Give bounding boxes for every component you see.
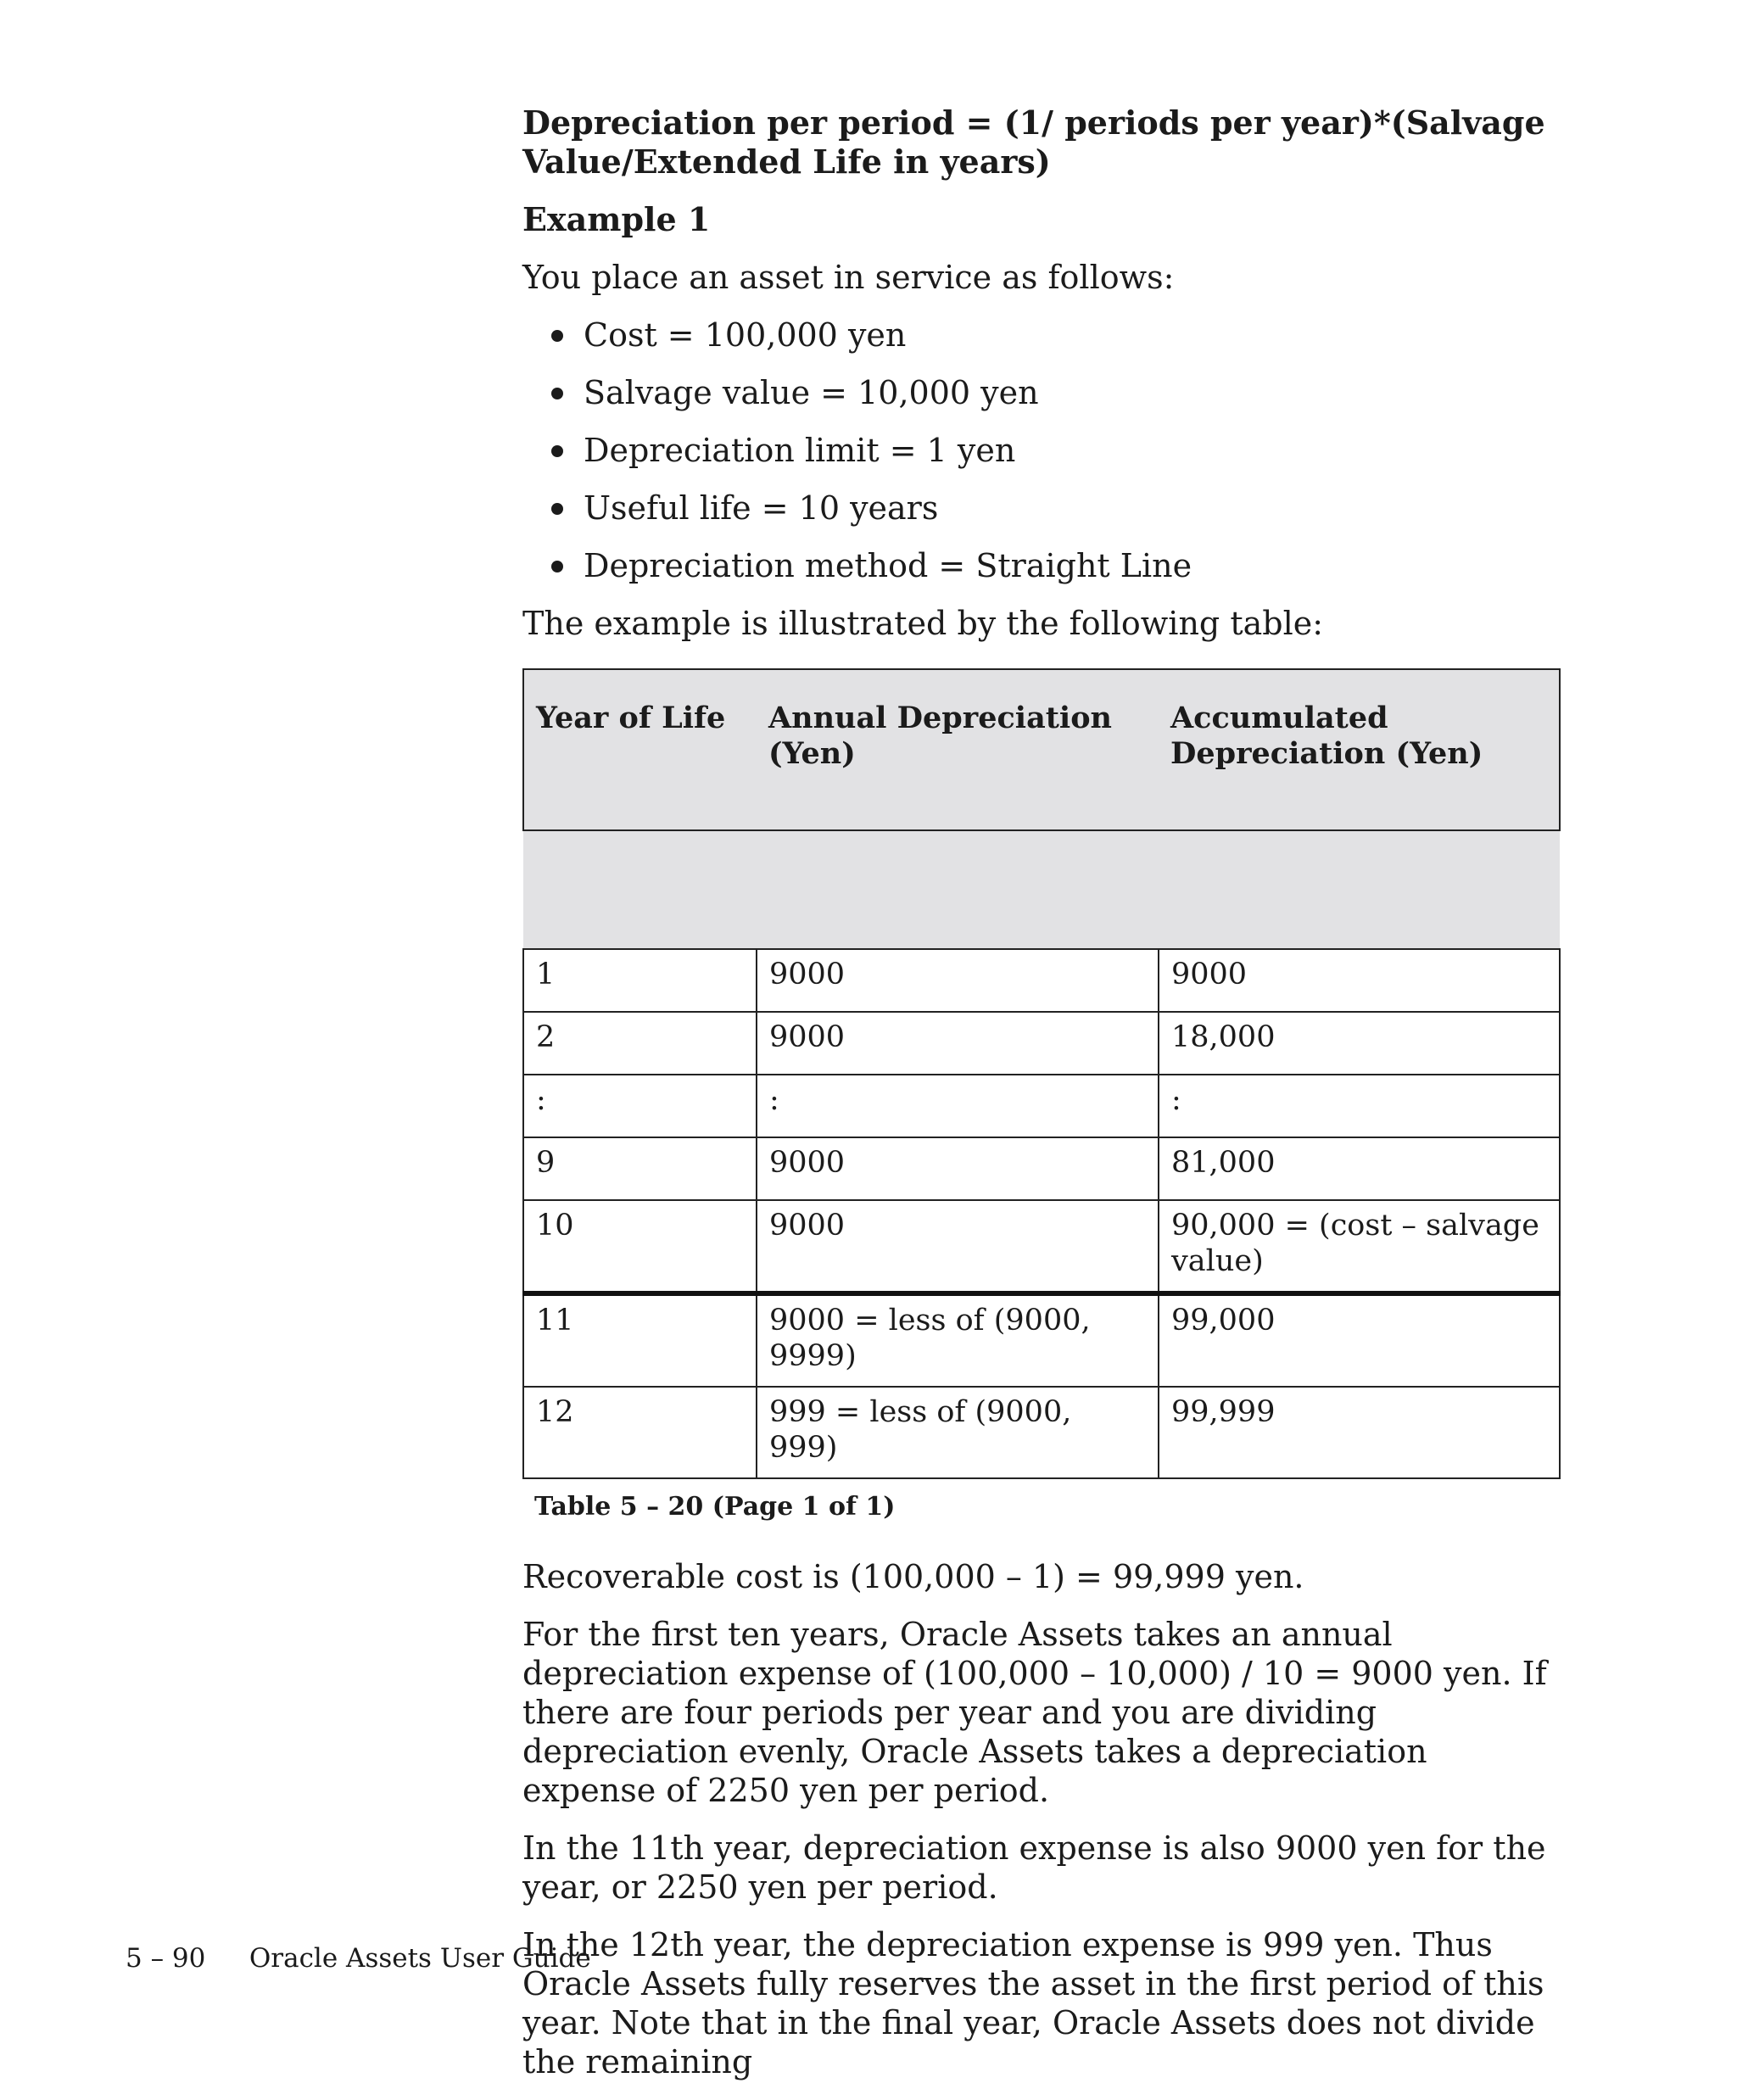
header-year-of-life: Year of Life (523, 669, 757, 830)
table-row (523, 1137, 1560, 1200)
list-item: Salvage value = 10,000 yen (584, 373, 1557, 412)
example-heading: Example 1 (522, 200, 711, 238)
table-cell: : (523, 1075, 757, 1137)
bullet-icon (551, 561, 563, 572)
table-intro: The example is illustrated by the following table: (522, 605, 1324, 642)
table-row (523, 1012, 1560, 1075)
table-cell: 1 (523, 949, 757, 1012)
table-cell: : (757, 1075, 1159, 1137)
table-cell: 9000 (757, 1200, 1159, 1293)
header-accumulated-depreciation: Accumulated Depreciation (Yen) (1159, 669, 1560, 830)
list-item: Useful life = 10 years (584, 489, 1557, 528)
table-cell: 9000 (757, 949, 1159, 1012)
list-item: Depreciation limit = 1 yen (584, 431, 1557, 470)
page-content (522, 103, 1557, 2100)
table-cell: 18,000 (1159, 1012, 1560, 1075)
paragraph-first-ten-years: For the first ten years, Oracle Assets takes an annual depreciation expense of (100,000 – 10,000) / 10 = 9000 yen. If there are four periods per year and you are dividing depreciation evenly, Oracle Assets takes a depreciation expense of 2250 yen per period. (522, 1616, 1547, 1809)
header-annual-depreciation: Annual Depreciation (Yen) (757, 669, 1159, 830)
page-footer (126, 1942, 591, 1974)
table-row (523, 1293, 1560, 1387)
header-separator (523, 830, 1560, 949)
table-cell: 81,000 (1159, 1137, 1560, 1200)
list-item: Depreciation method = Straight Line (584, 546, 1557, 585)
table-row (523, 1075, 1560, 1137)
list-item: Cost = 100,000 yen (584, 316, 1557, 355)
depreciation-table-wrapper (522, 668, 1561, 1527)
depreciation-table (522, 668, 1561, 1479)
book-title: Oracle Assets User Guide (249, 1943, 591, 1974)
intro-text: You place an asset in service as follows: (522, 259, 1175, 296)
page-number: 5 – 90 (126, 1943, 206, 1974)
table-cell: 9 (523, 1137, 757, 1200)
paragraph-12th-year: In the 12th year, the depreciation expense is 999 yen. Thus Oracle Assets fully reserves the asset in the first period of this year. Note that in the final year, Oracle Assets does not divide the remaining (522, 1926, 1544, 2080)
bullet-icon (551, 445, 563, 457)
table-cell: 90,000 = (cost – salvage value) (1159, 1200, 1560, 1293)
table-cell: 9000 = less of (9000, 9999) (757, 1293, 1159, 1387)
table-cell: 9000 (757, 1012, 1159, 1075)
asset-parameters-list (522, 316, 1557, 585)
paragraph-recoverable-cost: Recoverable cost is (100,000 – 1) = 99,999 yen. (522, 1558, 1304, 1595)
bullet-icon (551, 503, 563, 515)
table-cell: 99,000 (1159, 1293, 1560, 1387)
table-cell: 12 (523, 1387, 757, 1478)
table-header-row (523, 669, 1560, 830)
table-cell: 10 (523, 1200, 757, 1293)
table-row (523, 1387, 1560, 1478)
formula: Depreciation per period = (1/ periods per year)*(Salvage Value/Extended Life in years) (522, 103, 1545, 181)
table-cell: 9000 (757, 1137, 1159, 1200)
bullet-icon (551, 330, 563, 342)
table-cell: 9000 (1159, 949, 1560, 1012)
table-row (523, 1200, 1560, 1293)
table-caption: Table 5 – 20 (Page 1 of 1) (534, 1492, 896, 1522)
table-cell: 2 (523, 1012, 757, 1075)
table-cell: 999 = less of (9000, 999) (757, 1387, 1159, 1478)
paragraph-11th-year: In the 11th year, depreciation expense is also 9000 yen for the year, or 2250 yen per period. (522, 1829, 1546, 1906)
table-cell: : (1159, 1075, 1560, 1137)
table-cell: 11 (523, 1293, 757, 1387)
bullet-icon (551, 388, 563, 399)
table-row (523, 949, 1560, 1012)
table-cell: 99,999 (1159, 1387, 1560, 1478)
